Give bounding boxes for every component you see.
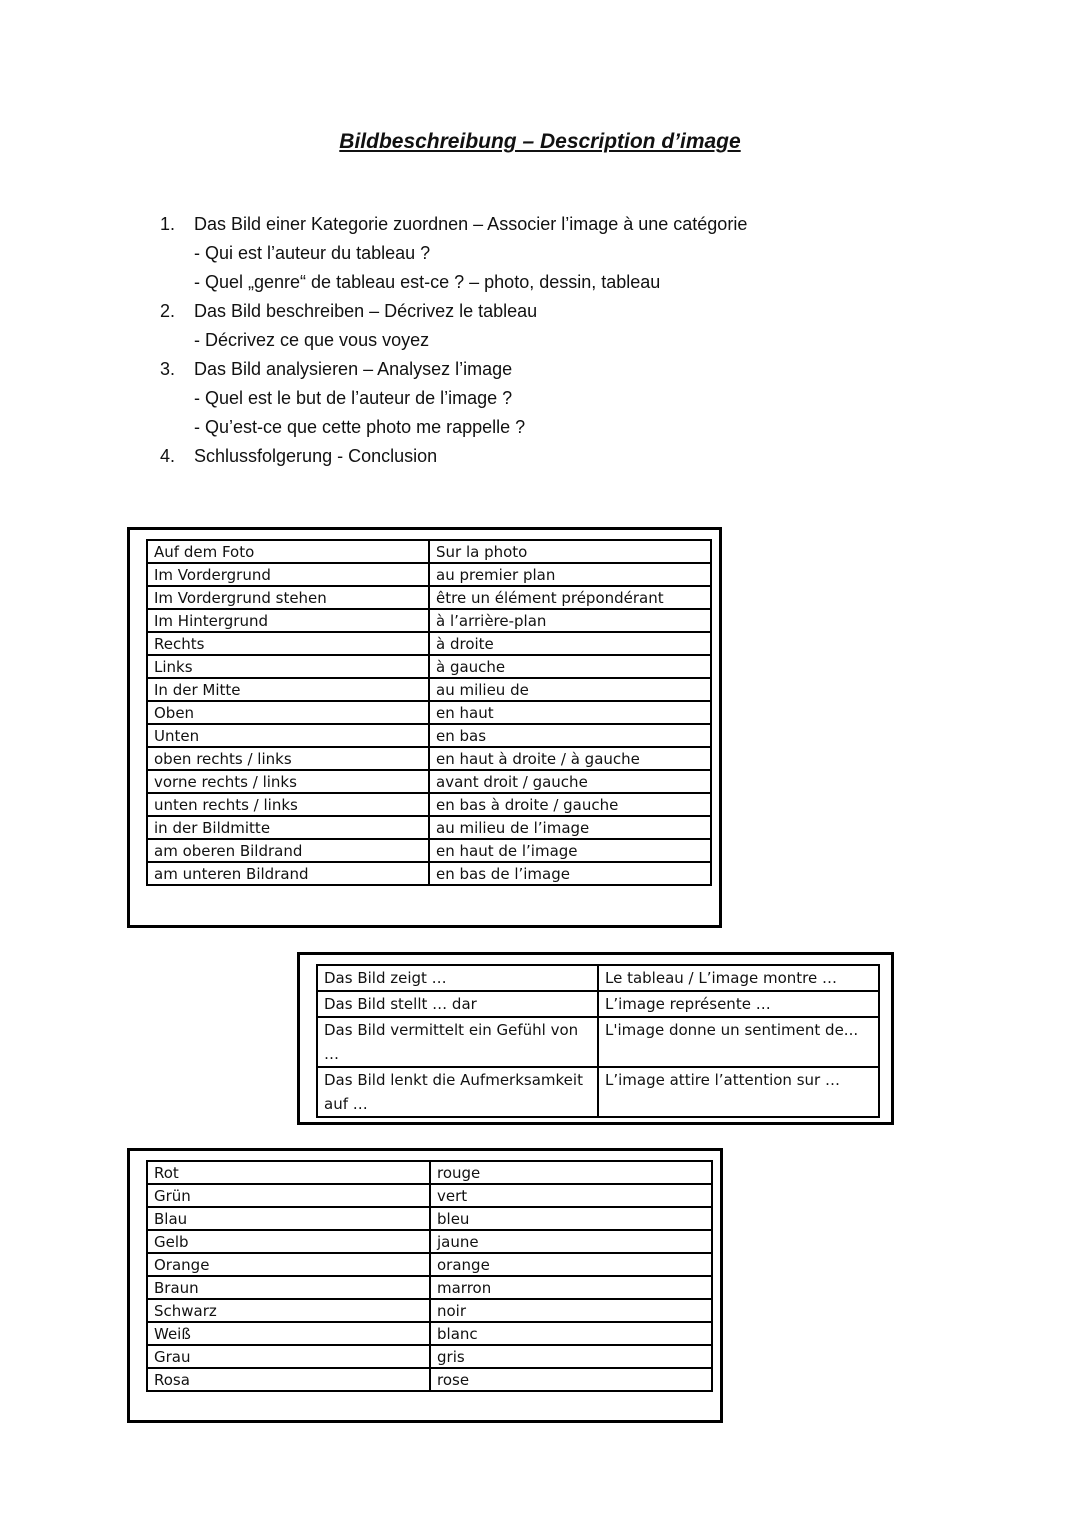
german-term-cell: In der Mitte bbox=[147, 678, 429, 701]
german-term-cell: oben rechts / links bbox=[147, 747, 429, 770]
page-title: Bildbeschreibung – Description d’image bbox=[339, 130, 741, 153]
french-term-cell: au milieu de bbox=[429, 678, 711, 701]
position-vocabulary-box bbox=[127, 527, 722, 928]
table-row bbox=[147, 655, 711, 678]
german-term-cell: in der Bildmitte bbox=[147, 816, 429, 839]
step-text: Das Bild beschreiben – Décrivez le tableau bbox=[194, 301, 538, 321]
german-term-cell: vorne rechts / links bbox=[147, 770, 429, 793]
french-term-cell: Le tableau / L’image montre … bbox=[598, 965, 879, 991]
french-term-cell: rose bbox=[430, 1368, 712, 1391]
german-term-cell: Das Bild vermittelt ein Gefühl von … bbox=[317, 1017, 598, 1067]
table-row bbox=[147, 1299, 712, 1322]
german-term-cell: Im Hintergrund bbox=[147, 609, 429, 632]
french-term-cell: rouge bbox=[430, 1161, 712, 1184]
table-row bbox=[317, 991, 879, 1017]
table-row bbox=[147, 862, 711, 885]
step-item bbox=[160, 355, 860, 384]
step-subitem: - Décrivez ce que vous voyez bbox=[194, 330, 430, 350]
french-term-cell: à droite bbox=[429, 632, 711, 655]
step-number: 2. bbox=[160, 301, 176, 321]
position-vocabulary-table bbox=[146, 539, 712, 886]
step-subitem: - Qui est l’auteur du tableau ? bbox=[194, 243, 431, 263]
german-term-cell: Unten bbox=[147, 724, 429, 747]
french-term-cell: vert bbox=[430, 1184, 712, 1207]
german-term-cell: Links bbox=[147, 655, 429, 678]
german-term-cell: Das Bild zeigt … bbox=[317, 965, 598, 991]
german-term-cell: Blau bbox=[147, 1207, 430, 1230]
german-term-cell: Das Bild stellt … dar bbox=[317, 991, 598, 1017]
table-row bbox=[147, 1322, 712, 1345]
french-term-cell: en haut à droite / à gauche bbox=[429, 747, 711, 770]
table-row bbox=[147, 586, 711, 609]
table-row bbox=[147, 1230, 712, 1253]
german-term-cell: Grün bbox=[147, 1184, 430, 1207]
step-item bbox=[160, 210, 860, 239]
step-text: Schlussfolgerung - Conclusion bbox=[194, 446, 438, 466]
german-term-cell: Das Bild lenkt die Aufmerksamkeit auf … bbox=[317, 1067, 598, 1117]
german-term-cell: Schwarz bbox=[147, 1299, 430, 1322]
table-row bbox=[147, 1368, 712, 1391]
french-term-cell: être un élément prépondérant bbox=[429, 586, 711, 609]
table-row bbox=[147, 1253, 712, 1276]
table-row bbox=[147, 540, 711, 563]
table-row bbox=[147, 609, 711, 632]
table-row bbox=[147, 701, 711, 724]
french-term-cell: en bas à droite / gauche bbox=[429, 793, 711, 816]
instruction-list bbox=[160, 210, 860, 471]
french-term-cell: orange bbox=[430, 1253, 712, 1276]
table-row bbox=[147, 1345, 712, 1368]
french-term-cell: en bas bbox=[429, 724, 711, 747]
french-term-cell: noir bbox=[430, 1299, 712, 1322]
french-term-cell: L’image représente … bbox=[598, 991, 879, 1017]
table-row bbox=[147, 1207, 712, 1230]
step-item bbox=[160, 297, 860, 326]
table-row bbox=[147, 839, 711, 862]
german-term-cell: am unteren Bildrand bbox=[147, 862, 429, 885]
color-vocabulary-table bbox=[146, 1160, 713, 1392]
german-term-cell: unten rechts / links bbox=[147, 793, 429, 816]
french-term-cell: bleu bbox=[430, 1207, 712, 1230]
table-row bbox=[317, 1017, 879, 1067]
french-term-cell: marron bbox=[430, 1276, 712, 1299]
french-term-cell: L'image donne un sentiment de... bbox=[598, 1017, 879, 1067]
german-term-cell: Gelb bbox=[147, 1230, 430, 1253]
german-term-cell: Rechts bbox=[147, 632, 429, 655]
step-number: 1. bbox=[160, 214, 176, 234]
german-term-cell: Rosa bbox=[147, 1368, 430, 1391]
phrase-vocabulary-table bbox=[316, 964, 880, 1118]
table-row bbox=[147, 1161, 712, 1184]
german-term-cell: Weiß bbox=[147, 1322, 430, 1345]
german-term-cell: Im Vordergrund bbox=[147, 563, 429, 586]
color-vocabulary-box bbox=[127, 1148, 723, 1423]
french-term-cell: au premier plan bbox=[429, 563, 711, 586]
table-row bbox=[147, 747, 711, 770]
german-term-cell: Auf dem Foto bbox=[147, 540, 429, 563]
french-term-cell: en bas de l’image bbox=[429, 862, 711, 885]
table-row bbox=[147, 632, 711, 655]
step-subitem: - Quel est le but de l’auteur de l’image ? bbox=[194, 388, 513, 408]
german-term-cell: Oben bbox=[147, 701, 429, 724]
step-subitem: - Quel „genre“ de tableau est-ce ? – photo, dessin, tableau bbox=[194, 272, 661, 292]
french-term-cell: à gauche bbox=[429, 655, 711, 678]
table-row bbox=[317, 1067, 879, 1117]
german-term-cell: am oberen Bildrand bbox=[147, 839, 429, 862]
table-row bbox=[147, 770, 711, 793]
table-row bbox=[147, 1276, 712, 1299]
table-row bbox=[147, 678, 711, 701]
german-term-cell: Orange bbox=[147, 1253, 430, 1276]
french-term-cell: en haut de l’image bbox=[429, 839, 711, 862]
french-term-cell: gris bbox=[430, 1345, 712, 1368]
german-term-cell: Braun bbox=[147, 1276, 430, 1299]
french-term-cell: blanc bbox=[430, 1322, 712, 1345]
german-term-cell: Rot bbox=[147, 1161, 430, 1184]
step-number: 3. bbox=[160, 359, 176, 379]
step-text: Das Bild einer Kategorie zuordnen – Associer l’image à une catégorie bbox=[194, 214, 748, 234]
french-term-cell: Sur la photo bbox=[429, 540, 711, 563]
german-term-cell: Im Vordergrund stehen bbox=[147, 586, 429, 609]
french-term-cell: avant droit / gauche bbox=[429, 770, 711, 793]
step-subitem: - Qu’est-ce que cette photo me rappelle ? bbox=[194, 417, 526, 437]
french-term-cell: jaune bbox=[430, 1230, 712, 1253]
french-term-cell: à l’arrière-plan bbox=[429, 609, 711, 632]
table-row bbox=[147, 1184, 712, 1207]
french-term-cell: L’image attire l’attention sur … bbox=[598, 1067, 879, 1117]
german-term-cell: Grau bbox=[147, 1345, 430, 1368]
step-number: 4. bbox=[160, 446, 176, 466]
step-text: Das Bild analysieren – Analysez l’image bbox=[194, 359, 513, 379]
table-row bbox=[147, 793, 711, 816]
french-term-cell: au milieu de l’image bbox=[429, 816, 711, 839]
phrase-vocabulary-box bbox=[297, 952, 894, 1125]
table-row bbox=[147, 724, 711, 747]
french-term-cell: en haut bbox=[429, 701, 711, 724]
table-row bbox=[317, 965, 879, 991]
step-item bbox=[160, 442, 860, 471]
table-row bbox=[147, 563, 711, 586]
table-row bbox=[147, 816, 711, 839]
